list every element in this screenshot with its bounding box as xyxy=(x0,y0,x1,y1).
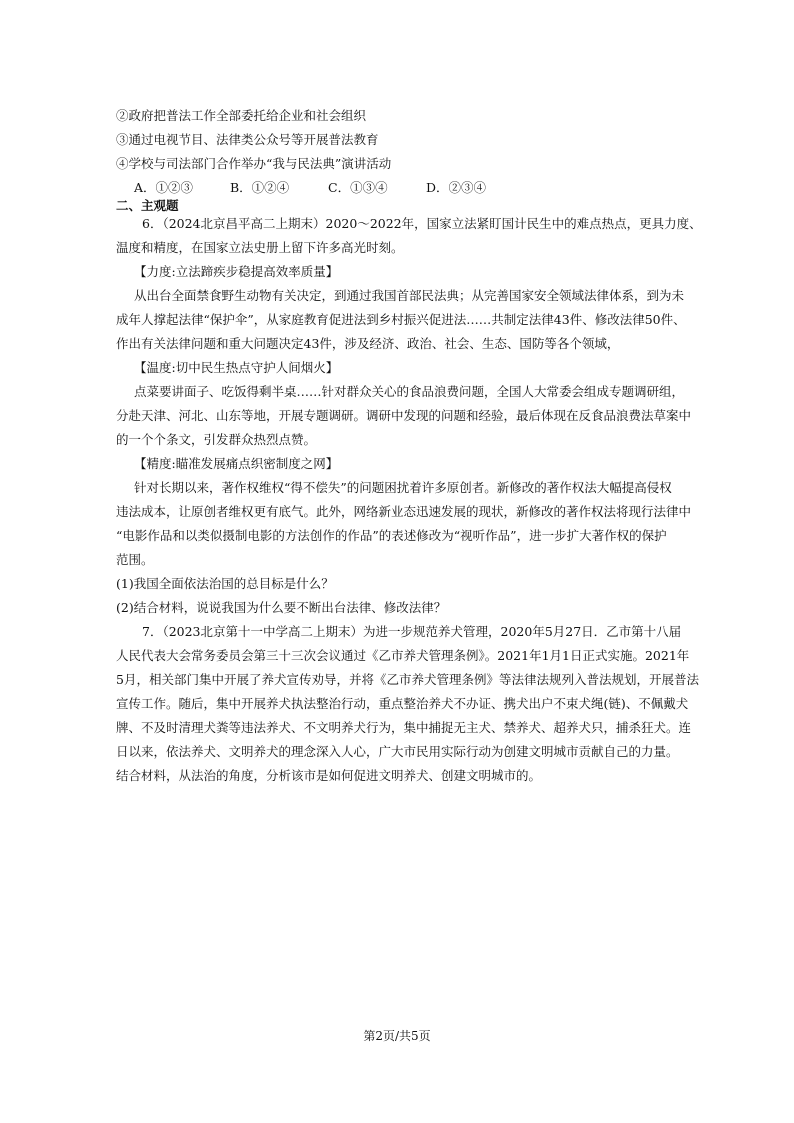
text-line: ②政府把普法工作全部委托给企业和社会组织 xyxy=(116,108,367,123)
text-line: 作出有关法律问题和重大问题决定43件，涉及经济、政治、社会、生态、国防等各个领域， xyxy=(116,336,620,351)
text-line: ④学校与司法部门合作举办“我与民法典”演讲活动 xyxy=(116,156,392,171)
text-line: 范围。 xyxy=(116,552,154,567)
text-line: 成年人撑起法律“保护伞”，从家庭教育促进法到乡村振兴促进法……共制定法律43件、修改法律50件、 xyxy=(116,312,686,327)
page-footer: 第2页/共5页 xyxy=(363,1029,431,1043)
option-b: B．①②④ xyxy=(230,180,290,195)
text-line: 牌、不及时清理犬粪等违法养犬、不文明养犬行为，集中捕捉无主犬、禁养犬、超养犬只，捕杀狂犬。连 xyxy=(116,720,692,735)
text-line: 7．（2023北京第十一中学高二上期末）为进一步规范养犬管理，2020年5月27日．乙市第十八届 xyxy=(142,624,682,639)
text-line: 点菜要讲面子、吃饭得剩半桌……针对群众关心的食品浪费问题，全国人大常委会组成专题调研组， xyxy=(134,384,685,399)
text-line: 温度和精度，在国家立法史册上留下许多高光时刻。 xyxy=(116,240,404,255)
text-line: 6．（2024北京昌平高二上期末）2020～2022年，国家立法紧盯国计民生中的难点热点，更具力度、 xyxy=(142,216,702,231)
text-line: 5月，相关部门集中开展了养犬宣传劝导，并将《乙市养犬管理条例》等法律法规列入普法规划，开展普法 xyxy=(116,672,699,687)
option-d: D．②③④ xyxy=(426,180,487,195)
text-line: 针对长期以来，著作权维权“得不偿失”的问题困扰着许多原创者。新修改的著作权法大幅提高侵权 xyxy=(134,480,672,495)
text-line: 从出台全面禁食野生动物有关决定，到通过我国首部民法典；从完善国家安全领域法律体系，到为未 xyxy=(134,288,685,303)
section-heading: 二、主观题 xyxy=(116,198,179,213)
text-line: 【温度:切中民生热点守护人间烟火】 xyxy=(134,360,339,375)
text-line: ③通过电视节目、法律类公众号等开展普法教育 xyxy=(116,132,379,147)
text-line: 宣传工作。随后，集中开展养犬执法整治行动，重点整治养犬不办证、携犬出户不束犬绳(链)、不佩戴犬 xyxy=(116,696,689,711)
text-line: 【精度:瞄准发展痛点织密制度之网】 xyxy=(134,456,339,471)
text-line: 人民代表大会常务委员会第三十三次会议通过《乙市养犬管理条例》。2021年1月1日正式实施。2021年 xyxy=(116,648,690,663)
text-line: 分赴天津、河北、山东等地，开展专题调研。调研中发现的问题和经验，最后体现在反食品浪费法草案中 xyxy=(116,408,692,423)
option-c: C．①③④ xyxy=(328,180,388,195)
answer-options xyxy=(134,178,486,198)
option-a: A．①②③ xyxy=(134,180,194,195)
text-line: 日以来，依法养犬、文明养犬的理念深入人心，广大市民用实际行动为创建文明城市贡献自己的力量。 xyxy=(116,744,679,759)
text-line: (1)我国全面依法治国的总目标是什么？ xyxy=(116,576,334,591)
text-line: 【力度:立法蹄疾步稳提高效率质量】 xyxy=(134,264,339,279)
text-line: 违法成本，让原创者维权更有底气。此外，网络新业态迅速发展的现状，新修改的著作权法将现行法律中 xyxy=(116,504,692,519)
text-line: “电影作品和以类似摄制电影的方法创作的作品”的表述修改为“视听作品”，进一步扩大著作权的保护 xyxy=(116,528,667,543)
text-line: 的一个个条文，引发群众热烈点赞。 xyxy=(116,432,317,447)
text-line: (2)结合材料，说说我国为什么要不断出台法律、修改法律？ xyxy=(116,600,447,615)
text-line: 结合材料，从法治的角度，分析该市是如何促进文明养犬、创建文明城市的。 xyxy=(116,768,542,783)
